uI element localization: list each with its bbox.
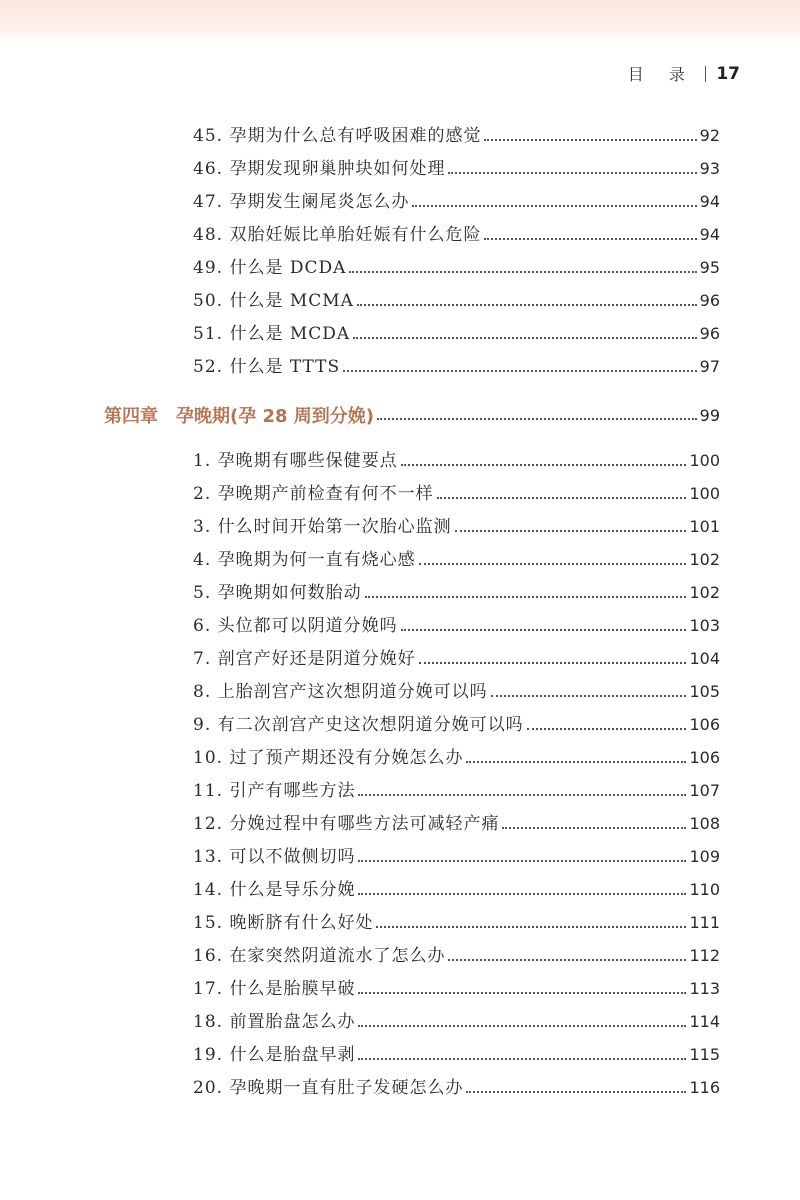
leader-dots	[484, 238, 696, 240]
toc-entry[interactable]	[193, 647, 720, 671]
toc-entry-label: 18. 前置胎盘怎么办	[193, 1012, 356, 1032]
leader-dots	[353, 337, 696, 339]
leader-dots	[484, 139, 696, 141]
toc-entry[interactable]	[193, 190, 720, 214]
leader-dots	[401, 629, 687, 631]
leader-dots	[343, 370, 697, 372]
toc-entry-page: 109	[689, 847, 720, 866]
toc-entry-label: 48. 双胎妊娠比单胎妊娠有什么危险	[193, 225, 482, 245]
leader-dots	[448, 959, 686, 961]
toc-entry[interactable]	[193, 449, 720, 473]
toc-entry-label: 10. 过了预产期还没有分娩怎么办	[193, 748, 464, 768]
toc-entry-page: 114	[689, 1012, 720, 1031]
toc-entry-page: 116	[689, 1078, 720, 1097]
toc-entry-label: 7. 剖宫产好还是阴道分娩好	[193, 649, 416, 669]
leader-dots	[419, 662, 687, 664]
chapter-heading[interactable]	[104, 402, 720, 428]
toc-entry-page: 96	[699, 324, 720, 343]
leader-dots	[455, 530, 687, 532]
toc-entry-label: 46. 孕期发现卵巢肿块如何处理	[193, 159, 446, 179]
toc-entry[interactable]	[193, 124, 720, 148]
toc-entry-page: 105	[689, 682, 720, 701]
toc-entry[interactable]	[193, 1043, 720, 1067]
toc-entry[interactable]	[193, 977, 720, 1001]
leader-dots	[437, 497, 687, 499]
toc-entry-page: 107	[689, 781, 720, 800]
toc-entry-label: 9. 有二次剖宫产史这次想阴道分娩可以吗	[193, 715, 524, 735]
toc-entry[interactable]	[193, 1010, 720, 1034]
chapter-page: 99	[699, 405, 720, 425]
toc-entry[interactable]	[193, 482, 720, 506]
leader-dots	[349, 271, 696, 273]
toc-entry-page: 102	[689, 550, 720, 569]
toc-entry[interactable]	[193, 845, 720, 869]
toc-entry-page: 110	[689, 880, 720, 899]
leader-dots	[491, 695, 687, 697]
toc-entry[interactable]	[193, 713, 720, 737]
leader-dots	[358, 992, 686, 994]
toc-entry-label: 11. 引产有哪些方法	[193, 781, 356, 801]
toc-entry-label: 6. 头位都可以阴道分娩吗	[193, 616, 398, 636]
toc-entry-label: 3. 什么时间开始第一次胎心监测	[193, 517, 452, 537]
toc-entry[interactable]	[193, 911, 720, 935]
toc-entry-page: 96	[699, 291, 720, 310]
toc-entry[interactable]	[193, 680, 720, 704]
toc-entry-page: 115	[689, 1045, 720, 1064]
toc-entry-label: 19. 什么是胎盘早剥	[193, 1045, 356, 1065]
leader-dots	[401, 464, 687, 466]
toc-entry[interactable]	[193, 355, 720, 379]
leader-dots	[357, 304, 697, 306]
toc-entry[interactable]	[193, 223, 720, 247]
toc-entry-label: 1. 孕晚期有哪些保健要点	[193, 451, 398, 471]
leader-dots	[358, 860, 686, 862]
toc-entry-page: 113	[689, 979, 720, 998]
toc-entry[interactable]	[193, 614, 720, 638]
toc-entry-label: 52. 什么是 TTTS	[193, 357, 341, 377]
toc-entry-label: 14. 什么是导乐分娩	[193, 880, 356, 900]
toc-entry-page: 100	[689, 451, 720, 470]
toc-entry-page: 106	[689, 715, 720, 734]
toc-entry[interactable]	[193, 812, 720, 836]
leader-dots	[358, 1025, 686, 1027]
toc-entry[interactable]	[193, 1076, 720, 1100]
leader-dots	[466, 761, 686, 763]
leader-dots	[358, 794, 686, 796]
toc-entry-page: 111	[689, 913, 720, 932]
toc-entry-label: 49. 什么是 DCDA	[193, 258, 347, 278]
leader-dots	[358, 893, 686, 895]
toc-entry-label: 12. 分娩过程中有哪些方法可减轻产痛	[193, 814, 500, 834]
chapter-title: 孕晚期(孕 28 周到分娩)	[176, 406, 375, 427]
toc-entry-page: 112	[689, 946, 720, 965]
leader-dots	[448, 172, 696, 174]
toc-entry-label: 2. 孕晚期产前检查有何不一样	[193, 484, 434, 504]
toc-entry-page: 92	[699, 126, 720, 145]
toc-entry[interactable]	[193, 944, 720, 968]
toc-entry-page: 108	[689, 814, 720, 833]
leader-dots	[419, 563, 687, 565]
toc-entry-page: 100	[689, 484, 720, 503]
toc-entry-label: 17. 什么是胎膜早破	[193, 979, 356, 999]
toc-entry-page: 104	[689, 649, 720, 668]
toc-entry[interactable]	[193, 779, 720, 803]
leader-dots	[502, 827, 686, 829]
toc-entry-page: 94	[699, 192, 720, 211]
toc-entry-label: 47. 孕期发生阑尾炎怎么办	[193, 192, 410, 212]
chapter-number: 第四章	[104, 406, 158, 427]
leader-dots	[527, 728, 687, 730]
toc-entry[interactable]	[193, 322, 720, 346]
chapter-label	[104, 402, 374, 428]
toc-entry-label: 20. 孕晚期一直有肚子发硬怎么办	[193, 1078, 464, 1098]
toc-entry[interactable]	[193, 746, 720, 770]
leader-dots	[466, 1091, 686, 1093]
toc-entry[interactable]	[193, 157, 720, 181]
toc-entry-label: 5. 孕晚期如何数胎动	[193, 583, 362, 603]
toc-entry-page: 95	[699, 258, 720, 277]
toc-entry-page: 106	[689, 748, 720, 767]
toc-entry[interactable]	[193, 289, 720, 313]
toc-entry-label: 15. 晚断脐有什么好处	[193, 913, 374, 933]
toc-entry-label: 50. 什么是 MCMA	[193, 291, 354, 311]
toc-entry-page: 97	[699, 357, 720, 376]
toc-entry[interactable]	[193, 256, 720, 280]
toc-entry-label: 45. 孕期为什么总有呼吸困难的感觉	[193, 126, 482, 146]
toc-entry-page: 93	[699, 159, 720, 178]
toc-entry[interactable]	[193, 878, 720, 902]
toc-entry[interactable]	[193, 515, 720, 539]
toc-entry-label: 8. 上胎剖宫产这次想阴道分娩可以吗	[193, 682, 488, 702]
toc-entry-label: 16. 在家突然阴道流水了怎么办	[193, 946, 446, 966]
toc-entry[interactable]	[193, 548, 720, 572]
toc-entry-label: 51. 什么是 MCDA	[193, 324, 351, 344]
toc-entry-page: 94	[699, 225, 720, 244]
toc-entry-page: 102	[689, 583, 720, 602]
page-number: 17	[716, 63, 740, 84]
leader-dots	[365, 596, 687, 598]
leader-dots	[377, 418, 697, 420]
toc-entry-label: 13. 可以不做侧切吗	[193, 847, 356, 867]
leader-dots	[358, 1058, 686, 1060]
leader-dots	[412, 205, 696, 207]
toc-entry[interactable]	[193, 581, 720, 605]
toc-entry-page: 103	[689, 616, 720, 635]
toc-entry-page: 101	[689, 517, 720, 536]
section-title: 目 录	[627, 65, 695, 84]
leader-dots	[376, 926, 686, 928]
toc-entry-label: 4. 孕晚期为何一直有烧心感	[193, 550, 416, 570]
